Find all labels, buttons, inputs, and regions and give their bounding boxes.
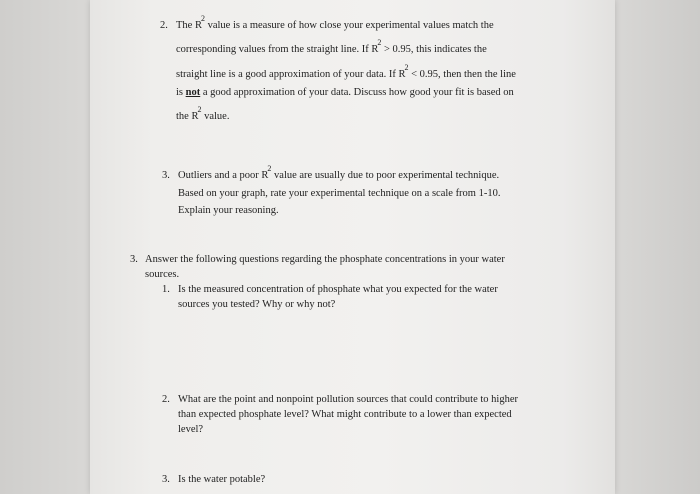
question-line: Based on your graph, rate your experimental technique on a scale from 1-10.	[178, 188, 501, 199]
question-number: 1.	[162, 284, 170, 295]
question-number: 2.	[162, 394, 170, 405]
question-line: straight line is a good approximation of your data. If $R^2 < 0.95$, then then the line	[176, 63, 516, 80]
question-number: 2.	[160, 20, 168, 31]
question-line: sources you tested? Why or why not?	[178, 299, 336, 310]
question-line: Answer the following questions regarding the phosphate concentrations in your water	[145, 254, 505, 265]
question-line: is not a good approximation of your data. Discuss how good your fit is based on	[176, 87, 514, 98]
question-line: Is the water potable?	[178, 474, 266, 485]
question-line: than expected phosphate level? What might contribute to a lower than expected	[178, 409, 512, 420]
background-left	[0, 0, 90, 494]
question-line: corresponding values from the straight line. If $R^2 > 0.95$, this indicates the	[176, 38, 487, 55]
question-line: The $R^2$ value is a measure of how close your experimental values match the	[176, 14, 494, 31]
question-line: Outliers and a poor $R^2$ value are usually due to poor experimental technique.	[178, 164, 500, 181]
question-line: Is the measured concentration of phosphate what you expected for the water	[178, 284, 498, 295]
background-right	[615, 0, 700, 494]
question-line: What are the point and nonpoint pollution sources that could contribute to higher	[178, 394, 519, 405]
question-number: 3.	[162, 474, 170, 485]
question-line: level?	[178, 424, 204, 435]
question-number: 3.	[130, 254, 138, 265]
question-line: sources.	[145, 269, 180, 280]
question-line: the $R^2$ value.	[176, 105, 230, 122]
question-line: Explain your reasoning.	[178, 205, 279, 216]
question-number: 3.	[162, 170, 170, 181]
